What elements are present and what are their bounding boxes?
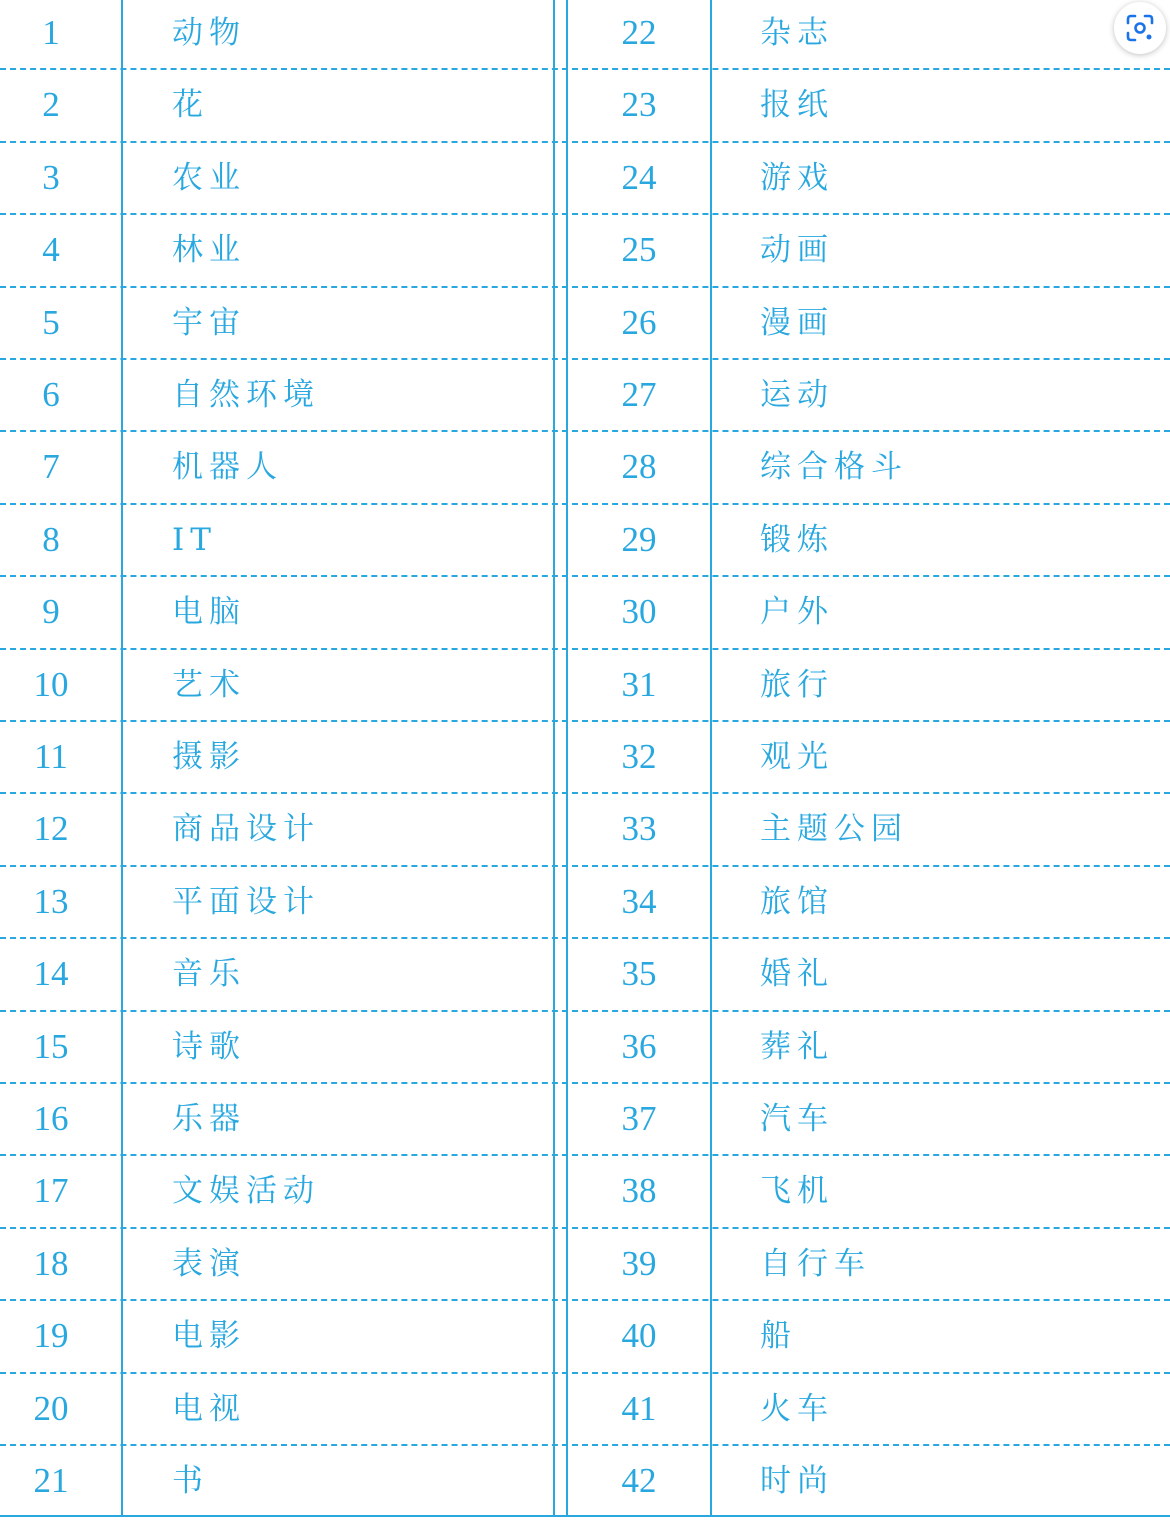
table-row [0,0,1170,69]
table-row [0,1155,1170,1227]
right-number-cell: 33 [621,809,657,849]
left-term-cell: 商品设计 [172,811,320,848]
right-term-cell: 船 [760,1318,797,1355]
right-number-cell: 29 [621,519,657,559]
left-number-cell: 5 [42,302,60,342]
left-term-cell: 林业 [172,232,246,269]
left-number-cell: 16 [33,1099,69,1138]
left-number-cell: 12 [33,809,69,849]
right-number-cell: 32 [621,737,657,776]
table-row [0,721,1170,793]
right-number-cell: 25 [621,230,657,270]
right-term-cell: 锻炼 [760,521,834,558]
right-term-cell: 旅行 [760,666,834,703]
left-term-cell: 花 [172,87,209,124]
right-term-cell: 综合格斗 [760,449,908,486]
left-term-cell: 艺术 [172,666,246,703]
right-term-cell: 时尚 [760,1463,834,1499]
right-number-cell: 31 [621,664,657,704]
left-number-cell: 21 [33,1461,69,1500]
table-row [0,866,1170,938]
table-row [0,1445,1170,1517]
table-row [0,1228,1170,1300]
right-number-cell: 39 [621,1243,657,1283]
left-term-cell: 书 [172,1463,209,1499]
table-row [0,938,1170,1010]
right-term-cell: 户外 [760,594,834,631]
right-term-cell: 旅馆 [760,883,834,920]
left-number-cell: 15 [33,1026,69,1066]
left-number-cell: 4 [42,230,60,270]
table-row [0,576,1170,648]
table-row [0,214,1170,286]
left-number-cell: 3 [42,157,60,197]
left-term-cell: 农业 [172,159,246,196]
right-number-cell: 36 [621,1026,657,1066]
right-term-cell: 火车 [760,1390,834,1427]
right-term-cell: 观光 [760,739,834,775]
left-number-cell: 13 [33,881,69,921]
right-term-cell: 运动 [760,377,834,413]
right-term-cell: 飞机 [760,1173,834,1210]
right-term-cell: 葬礼 [760,1028,834,1065]
left-number-cell: 2 [42,85,60,125]
table-row [0,142,1170,214]
right-term-cell: 婚礼 [760,956,834,993]
table-row [0,793,1170,865]
table-row [0,1011,1170,1083]
table-row [0,1373,1170,1445]
right-term-cell: 自行车 [760,1245,871,1282]
left-term-cell: 乐器 [172,1101,246,1137]
left-term-cell: 电视 [172,1390,246,1427]
left-term-cell: 文娱活动 [172,1173,320,1210]
table-row [0,359,1170,431]
right-term-cell: 杂志 [760,15,834,51]
right-number-cell: 30 [621,592,657,632]
right-number-cell: 28 [621,447,657,487]
right-number-cell: 24 [621,157,657,197]
table-row [0,287,1170,359]
right-number-cell: 40 [621,1316,657,1356]
left-number-cell: 14 [33,954,69,994]
right-number-cell: 38 [621,1171,657,1211]
right-term-cell: 动画 [760,232,834,269]
left-number-cell: 11 [34,737,68,776]
left-number-cell: 1 [42,13,60,52]
left-term-cell: 平面设计 [172,883,320,920]
left-number-cell: 7 [42,447,60,487]
left-number-cell: 19 [33,1316,69,1356]
left-number-cell: 18 [33,1243,69,1283]
table-row [0,1083,1170,1155]
table-row [0,431,1170,503]
right-number-cell: 27 [621,375,657,414]
table-row [0,504,1170,576]
right-number-cell: 41 [621,1388,657,1428]
table-row [0,1300,1170,1372]
left-number-cell: 17 [33,1171,69,1211]
right-term-cell: 汽车 [760,1101,834,1137]
left-term-cell: 自然环境 [172,377,320,413]
right-term-cell: 漫画 [760,304,834,341]
left-term-cell: 音乐 [172,956,246,993]
left-term-cell: 摄影 [172,739,246,775]
right-number-cell: 26 [621,302,657,342]
left-term-cell: 电影 [172,1318,246,1355]
right-term-cell: 游戏 [760,159,834,196]
left-number-cell: 9 [42,592,60,632]
left-term-cell: 机器人 [172,449,283,486]
right-term-cell: 报纸 [760,87,834,124]
visual-search-button[interactable] [1114,2,1166,54]
table-row [0,649,1170,721]
visual-search-icon [1125,13,1155,43]
left-term-cell: 诗歌 [172,1028,246,1065]
left-term-cell: 宇宙 [172,304,246,341]
right-number-cell: 23 [621,85,657,125]
left-number-cell: 10 [33,664,69,704]
left-term-cell: 表演 [172,1245,246,1282]
left-term-cell: 电脑 [172,594,246,631]
right-number-cell: 42 [621,1461,657,1500]
left-number-cell: 20 [33,1388,69,1428]
table-row [0,69,1170,141]
left-number-cell: 6 [42,375,60,414]
left-number-cell: 8 [42,519,60,559]
right-number-cell: 35 [621,954,657,994]
right-term-cell: 主题公园 [760,811,908,848]
left-term-cell: 动物 [172,15,246,51]
left-term-cell: IT [172,521,217,558]
right-number-cell: 34 [621,881,657,921]
right-number-cell: 22 [621,13,657,52]
right-number-cell: 37 [621,1099,657,1138]
